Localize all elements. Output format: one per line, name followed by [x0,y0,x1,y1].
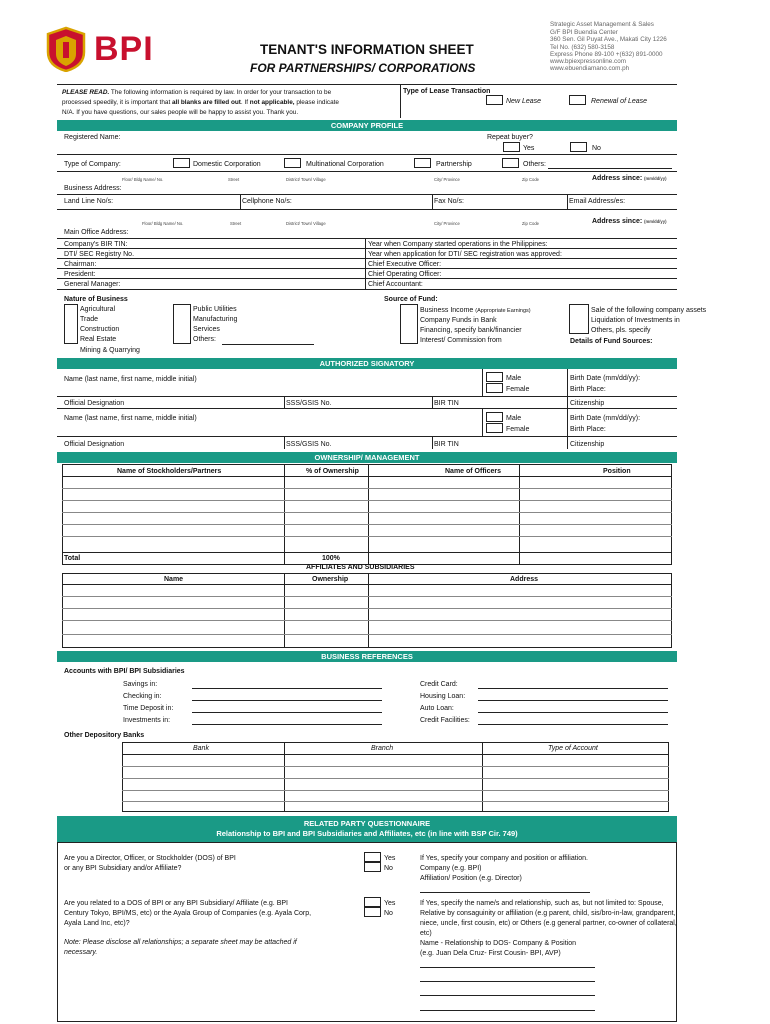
repeat-buyer-label: Repeat buyer? [487,134,533,141]
source-of-fund-label: Source of Fund: [384,296,438,303]
repeat-no-checkbox[interactable] [570,142,587,152]
domestic-checkbox[interactable] [173,158,190,168]
bpi-crest-icon [44,26,88,72]
brand-name: BPI [94,30,154,68]
ownership-table [62,464,672,565]
q1-yes-checkbox[interactable] [364,852,381,862]
main-office-label: Main Office Address: [64,229,129,236]
intro-notice: PLEASE READ. The following information is required by law. In order for your transaction to be processed speedily, it is important that all blanks are filled out. If not applicable, please indicate N/A. If you have questions, our sales people will be happy to assist you. Thank you. [62,89,339,116]
new-lease-checkbox[interactable] [486,95,503,105]
bpi-logo [44,26,178,72]
email-label: Email Address/es: [569,198,626,205]
address-since-label-2: Address since: (mm/dd/yy) [592,218,667,225]
renewal-label: Renewal of Lease [591,98,648,105]
others-checkbox[interactable] [502,158,519,168]
landline-label: Land Line No/s: [64,198,114,205]
related-party-band: RELATED PARTY QUESTIONNAIRE Relationship to BPI and BPI Subsidiaries and Affiliates, etc (in line with BSP Cir. 749) [57,816,677,842]
q2-no-checkbox[interactable] [364,907,381,917]
repeat-yes-checkbox[interactable] [503,142,520,152]
partnership-checkbox[interactable] [414,158,431,168]
page-subtitle: FOR PARTNERSHIPS/ CORPORATIONS [250,61,476,75]
fax-label: Fax No/s: [434,198,464,205]
q1-no-checkbox[interactable] [364,862,381,872]
multinational-checkbox[interactable] [284,158,301,168]
signatory-band: AUTHORIZED SIGNATORY [57,358,677,369]
lease-type-label: Type of Lease Transaction [403,88,491,95]
business-address-label: Business Address: [64,185,122,192]
sig2-male-checkbox[interactable] [486,412,503,422]
registered-name-label: Registered Name: [64,134,121,141]
page-title: TENANT'S INFORMATION SHEET [260,42,474,57]
nature-of-business-label: Nature of Business [64,296,128,303]
type-of-company-label: Type of Company: [64,161,121,168]
new-lease-label: New Lease [506,98,542,105]
q2-yes-checkbox[interactable] [364,897,381,907]
ownership-band: OWNERSHIP/ MANAGEMENT [57,452,677,463]
cellphone-label: Cellphone No/s: [242,198,292,205]
references-band: BUSINESS REFERENCES [57,651,677,662]
company-profile-band: COMPANY PROFILE [57,120,677,131]
renewal-checkbox[interactable] [569,95,586,105]
sig1-male-checkbox[interactable] [486,372,503,382]
fund-details-label: Details of Fund Sources: [570,338,653,345]
address-since-label: Address since: (mm/dd/yy) [592,175,667,182]
sig1-female-checkbox[interactable] [486,383,503,393]
sig2-female-checkbox[interactable] [486,423,503,433]
